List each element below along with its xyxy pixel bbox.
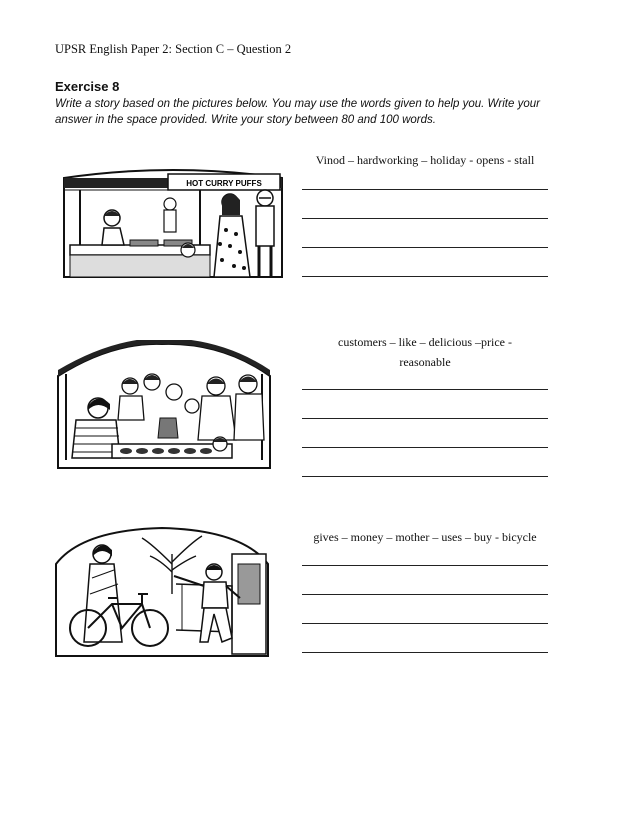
exercise-title: Exercise 8 (55, 79, 120, 94)
answer-line[interactable] (302, 594, 548, 595)
answer-line[interactable] (302, 623, 548, 624)
answer-line[interactable] (302, 247, 548, 248)
answer-line[interactable] (302, 218, 548, 219)
svg-text:HOT CURRY PUFFS: HOT CURRY PUFFS (186, 179, 262, 188)
hint-words-2-line1: customers – like – delicious –price - (338, 335, 512, 349)
picture-customers-buying (52, 340, 274, 470)
hint-words-1: Vinod – hardworking – holiday - opens - stall (315, 153, 535, 167)
answer-line[interactable] (302, 565, 548, 566)
answer-line[interactable] (302, 276, 548, 277)
answer-line[interactable] (302, 447, 548, 448)
curry-puff-sign (168, 174, 280, 190)
answer-line[interactable] (302, 652, 548, 653)
answer-line[interactable] (302, 389, 548, 390)
answer-line[interactable] (302, 189, 548, 190)
answer-line[interactable] (302, 476, 548, 477)
hint-words-3: gives – money – mother – uses – buy - bicycle (313, 530, 537, 544)
picture-stall-opening (60, 160, 286, 280)
hint-words-2-line2: reasonable (399, 355, 451, 369)
answer-line[interactable] (302, 418, 548, 419)
exercise-instructions: Write a story based on the pictures below. You may use the words given to help you. Write your answer in the space provided. Write your story between 80 and 100 words. (55, 98, 540, 126)
worksheet-header: UPSR English Paper 2: Section C – Question 2 (55, 42, 292, 56)
picture-boy-with-bicycle (52, 524, 272, 658)
